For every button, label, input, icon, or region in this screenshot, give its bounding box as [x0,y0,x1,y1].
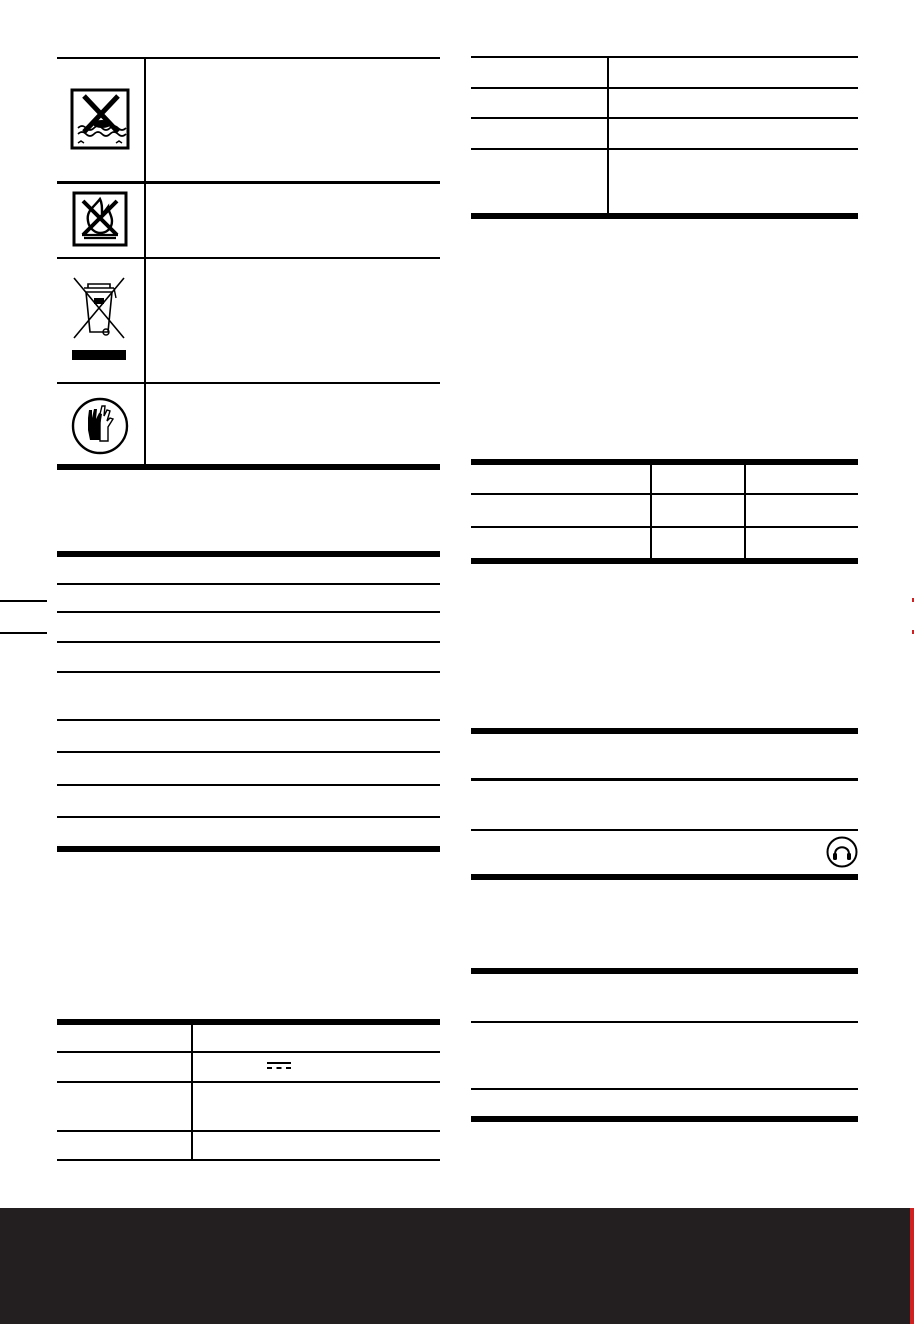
noise-table-divider [744,459,746,561]
table-row-rule [57,641,440,643]
symbol-table-row-rule [57,181,440,184]
table-row-rule [57,784,440,786]
table-row-rule [57,583,440,585]
edge-accent-strip [910,1208,914,1324]
charger-table-divider [191,1019,193,1161]
symbol-table-top-rule [57,57,440,59]
table-row-rule [57,611,440,613]
margin-tab-line [0,632,47,634]
table-row-rule [471,1088,858,1090]
right-top-table-divider [607,56,609,215]
table-thick-rule [57,846,440,852]
do-not-dispose-in-water-icon [70,88,130,150]
table-row-rule [471,493,858,495]
dc-symbol-icon [267,1060,293,1072]
table-row-rule [471,87,858,89]
table-row-rule [471,1021,858,1023]
symbol-table-bottom-rule [57,464,440,470]
footer-band [0,1208,914,1324]
table-row-rule [471,829,858,831]
table-row-rule [57,816,440,818]
table-thick-rule [471,968,858,974]
table-row-rule [57,1051,440,1053]
table-row-rule [57,671,440,673]
margin-tab-line [0,600,47,602]
wear-ear-protection-icon [826,836,858,868]
symbol-table-row-rule [57,382,440,384]
table-row-rule [471,148,858,150]
table-thick-rule [471,1116,858,1122]
noise-table-divider [650,459,652,561]
table-thick-rule [471,728,858,734]
table-thick-rule [471,874,858,880]
wear-gloves-icon [70,396,130,456]
table-thick-rule [471,558,858,564]
table-thick-rule [57,551,440,557]
table-row-rule [57,751,440,753]
table-row-rule [57,1159,440,1161]
table-thick-rule [471,459,858,465]
table-row-rule [57,1130,440,1132]
table-row-rule [471,117,858,119]
table-row-rule [471,526,858,528]
table-row-rule [471,56,858,58]
symbol-table-row-rule [57,257,440,259]
table-row-rule [57,719,440,721]
table-thick-rule [57,1019,440,1025]
table-row-rule [471,778,858,781]
table-row-rule [57,1081,440,1083]
do-not-burn-icon [72,191,128,247]
crossed-out-wheelie-bin-icon [70,274,128,364]
symbol-table-divider [144,57,146,467]
table-thick-rule [471,213,858,219]
